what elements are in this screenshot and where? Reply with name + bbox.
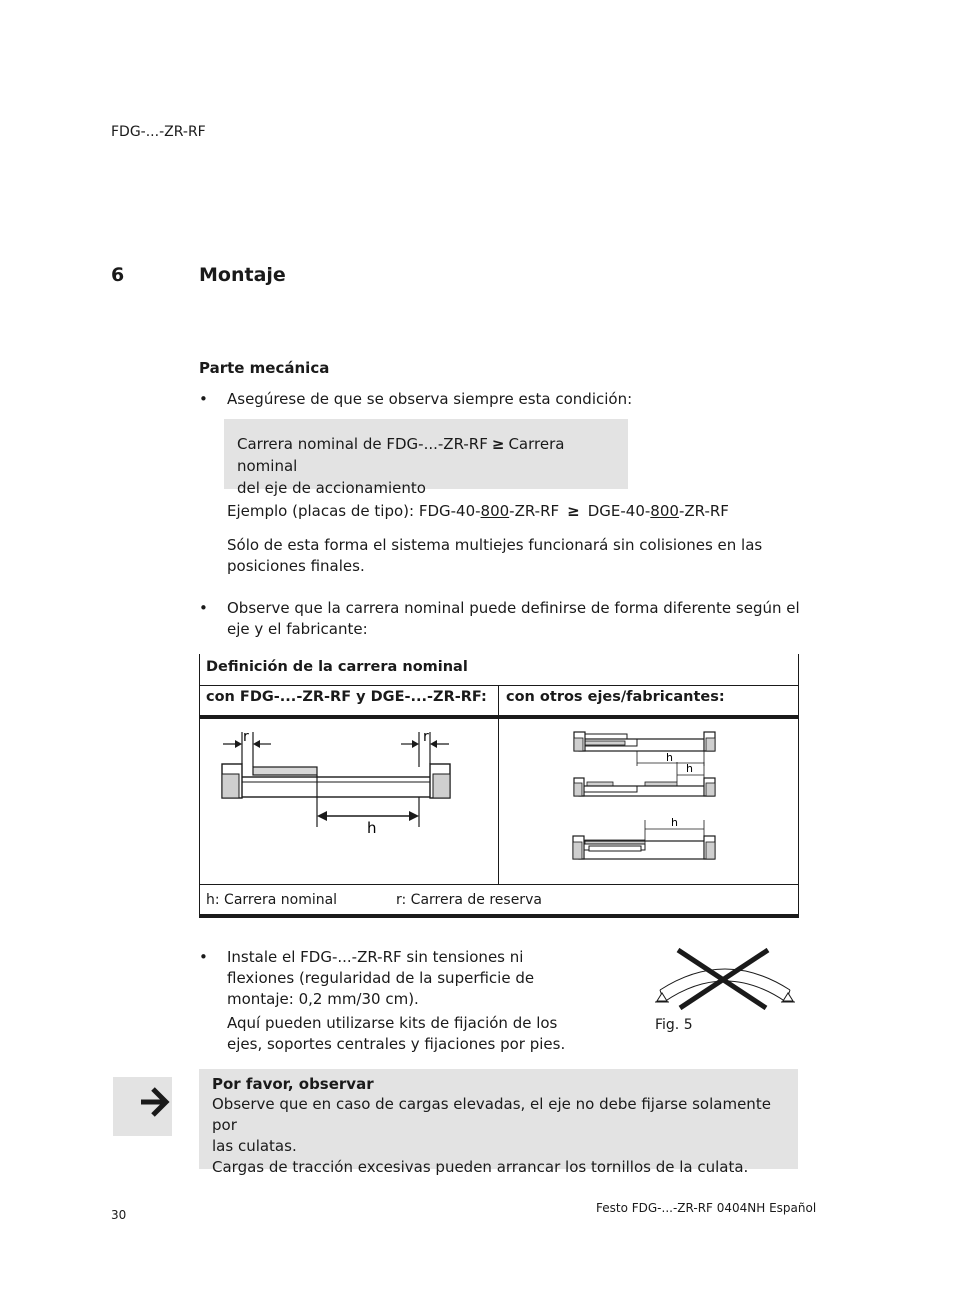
bullet-line: Instale el FDG-...-ZR-RF sin tensiones ni: [227, 948, 524, 966]
page-number: 30: [111, 1208, 127, 1222]
table-title: Definición de la carrera nominal: [206, 659, 468, 675]
greater-equal-symbol: ≥: [567, 502, 580, 520]
fdg-stroke-diagram: [219, 724, 479, 844]
paragraph-line: ejes, soportes centrales y fijaciones por pies.: [227, 1035, 566, 1053]
condition-left: Carrera nominal de FDG-...-ZR-RF: [237, 435, 488, 453]
reserve-label: r: [243, 729, 249, 745]
example-suffix: -ZR-RF: [678, 502, 729, 520]
bullet-line: flexiones (regularidad de la superficie de: [227, 969, 535, 987]
example-stroke-1: 800: [480, 502, 510, 520]
condition-right: Carrera nominal: [237, 435, 565, 475]
condition-line-1: [237, 433, 616, 477]
example-stroke-2: 800: [650, 502, 679, 520]
condition-box: [224, 419, 628, 497]
stroke-label: h: [686, 762, 693, 775]
example-prefix: Ejemplo (placas de tipo): FDG-40-: [227, 502, 481, 520]
note-line: Cargas de tracción excesivas pueden arrancar los tornillos de la culata.: [212, 1158, 749, 1176]
bullet-text: [227, 598, 800, 640]
figure-caption: Fig. 5: [655, 1017, 693, 1033]
paragraph-line: Aquí pueden utilizarse kits de fijación de los: [227, 1014, 558, 1032]
example-line: [227, 501, 729, 522]
note-line: las culatas.: [212, 1137, 297, 1155]
note-title: Por favor, observar: [212, 1075, 374, 1093]
paragraph-line: Sólo de esta forma el sistema multiejes funcionará sin colisiones en las: [227, 536, 763, 554]
paragraph-line: posiciones finales.: [227, 557, 365, 575]
legend-stroke: h: Carrera nominal: [206, 892, 338, 908]
bullet-line: eje y el fabricante:: [227, 620, 368, 638]
stroke-label: h: [666, 751, 673, 764]
footer-doc-info: Festo FDG-...-ZR-RF 0404NH Español: [596, 1201, 817, 1215]
example-mid: -ZR-RF: [509, 502, 560, 520]
stroke-definition-table: [199, 654, 799, 918]
paragraph: [227, 535, 762, 577]
section-title: Montaje: [199, 264, 286, 286]
other-axes-diagram: [569, 728, 719, 888]
example-dge: DGE-40-: [587, 502, 651, 520]
bullet-line: Observe que la carrera nominal puede definirse de forma diferente según el: [227, 599, 800, 617]
cross-icon: [678, 950, 768, 1008]
stroke-label: h: [367, 819, 377, 837]
bullet-marker: •: [199, 948, 208, 966]
subsection-title: Parte mecánica: [199, 359, 330, 377]
legend-reserve: r: Carrera de reserva: [396, 892, 542, 908]
bullet-text: Asegúrese de que se observa siempre esta condición:: [227, 390, 633, 408]
table-col-header-2: con otros ejes/fabricantes:: [506, 689, 725, 705]
condition-line-2: del eje de accionamiento: [237, 479, 426, 497]
arrow-right-icon: [113, 1077, 172, 1136]
table-col-header-1: con FDG-...-ZR-RF y DGE-...-ZR-RF:: [206, 689, 487, 705]
note-arrow-box: [113, 1077, 172, 1136]
bullet-marker: •: [199, 599, 208, 617]
section-number: 6: [111, 264, 125, 286]
paragraph: [227, 1013, 565, 1055]
bullet-text: [227, 947, 534, 1010]
reserve-label: r: [423, 729, 429, 745]
bullet-line: montaje: 0,2 mm/30 cm).: [227, 990, 419, 1008]
bent-axis-figure: [652, 944, 798, 1010]
stroke-label: h: [671, 816, 678, 829]
running-header: FDG-...-ZR-RF: [111, 124, 206, 140]
greater-equal-symbol: ≥: [491, 435, 505, 453]
note-line: Observe que en caso de cargas elevadas, el eje no debe fijarse solamente por: [212, 1095, 771, 1134]
note-text: [212, 1094, 792, 1178]
bullet-marker: •: [199, 390, 208, 408]
